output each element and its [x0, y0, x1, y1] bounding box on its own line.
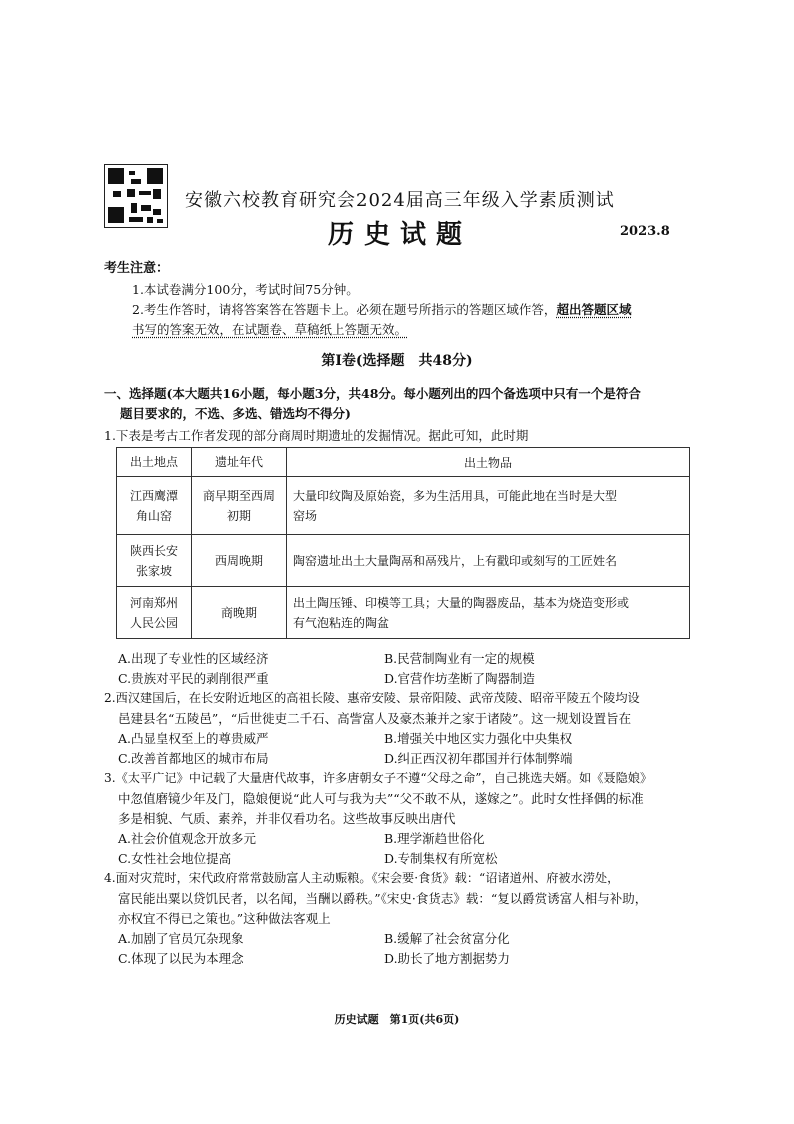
q4-option-d: D.助长了地方割据势力: [384, 951, 511, 966]
q3-option-a: A.社会价值观念开放多元: [118, 831, 257, 846]
notice-item-2-text: 2.考生作答时，请将答案答在答题卡上。必须在题号所指示的答题区域作答，: [132, 302, 557, 317]
notice-item-2-continued: [132, 320, 407, 339]
q2-option-b: B.增强关中地区实力强化中央集权: [384, 731, 573, 746]
table-cell-place: 河南郑州 人民公园: [117, 587, 192, 639]
q3-option-d: D.专制集权有所宽松: [384, 851, 498, 866]
q1-option-c: C.贵族对平民的剥削很严重: [118, 671, 269, 686]
table-cell-place: 陕西长安 张家坡: [117, 535, 192, 587]
table-row: [117, 535, 690, 587]
section-title: 第Ⅰ卷(选择题 共48分): [321, 353, 473, 369]
q4-stem-line-2: 富民能出粟以贷饥民者，以名闻，当酬以爵秩。”《宋史·食货志》载：“复以爵赏诱富人相与补助，: [118, 891, 648, 906]
table-cell-items: 出土陶压锤、印模等工具；大量的陶器废品，基本为烧造变形或 有气泡粘连的陶盆: [287, 587, 690, 639]
notice-item-2: [132, 300, 631, 319]
excavation-table: [116, 447, 690, 639]
qr-code: [104, 164, 168, 228]
table-header-row: [117, 448, 690, 477]
q3-stem-line-1: 3.《太平广记》中记载了大量唐代故事，许多唐朝女子不遵“父母之命”，自己挑选夫婿。如《聂隐娘》: [104, 771, 653, 785]
q4-option-a: A.加剧了官员冗杂现象: [118, 931, 244, 946]
q4-option-c: C.体现了以民为本理念: [118, 951, 244, 966]
table-header-place: 出土地点: [117, 448, 192, 477]
table-header-items: 出土物品: [287, 448, 690, 477]
section-instruction-1: 一、选择题(本大题共16小题，每小题3分，共48分。每小题列出的四个备选项中只有一个是符合: [104, 386, 641, 401]
table-cell-era: 西周晚期: [192, 535, 287, 587]
table-cell-items: 大量印纹陶及原始瓷，多为生活用具，可能此地在当时是大型 窑场: [287, 477, 690, 535]
notice-heading: 考生注意：: [104, 261, 170, 276]
q1-option-b: B.民营制陶业有一定的规模: [384, 651, 535, 666]
q1-option-d: D.官营作坊垄断了陶器制造: [384, 671, 536, 686]
table-cell-place: 江西鹰潭 角山窑: [117, 477, 192, 535]
q4-stem-line-3: 亦权宜不得已之策也。”这种做法客观上: [118, 911, 331, 926]
q3-option-c: C.女性社会地位提高: [118, 851, 232, 866]
table-cell-items: 陶窑遗址出土大量陶鬲和鬲残片，上有戳印或刻写的工匠姓名: [287, 535, 690, 587]
q1-stem: 1.下表是考古工作者发现的部分商周时期遗址的发掘情况。据此可知，此时期: [104, 428, 529, 443]
notice-item-1: 1.本试卷满分100分，考试时间75分钟。: [132, 282, 359, 297]
q4-option-b: B.缓解了社会贫富分化: [384, 931, 510, 946]
table-header-era: 遗址年代: [192, 448, 287, 477]
q4-stem-line-1: 4.面对灾荒时，宋代政府常常鼓励富人主动赈粮。《宋会要·食货》载：“诏诸道州、府被水涝处，: [104, 871, 620, 885]
table-cell-era: 商早期至西周 初期: [192, 477, 287, 535]
table-row: [117, 477, 690, 535]
q2-option-a: A.凸显皇权至上的尊贵威严: [118, 731, 269, 746]
q2-option-d: D.纠正西汉初年郡国并行体制弊端: [384, 751, 573, 766]
exam-date: 2023.8: [620, 224, 670, 239]
exam-title: 安徽六校教育研究会2024届高三年级入学素质测试: [185, 190, 615, 211]
notice-item-2-emphasis: 超出答题区域: [556, 302, 632, 317]
subject-title: 历史试题: [328, 220, 473, 250]
q3-option-b: B.理学渐趋世俗化: [384, 831, 485, 846]
q3-stem-line-3: 多是相貌、气质、素养，并非仅看功名。这些故事反映出唐代: [118, 811, 456, 826]
q2-stem-line-2: 邑建县名“五陵邑”，“后世徙吏二千石、高訾富人及豪杰兼并之家于诸陵”。这一规划设置旨在: [118, 711, 632, 726]
table-row: [117, 587, 690, 639]
table-cell-era: 商晚期: [192, 587, 287, 639]
section-instruction-2: 题目要求的，不选、多选、错选均不得分): [120, 406, 351, 421]
page-footer: 历史试题 第1页(共6页): [334, 1013, 460, 1026]
notice-item-2-emphasis-continued: 书写的答案无效，在试题卷、草稿纸上答题无效。: [132, 322, 408, 337]
q3-stem-line-2: 中忽值磨镜少年及门，隐娘便说“此人可与我为夫”“父不敢不从，遂嫁之”。此时女性择偶的标准: [118, 791, 644, 806]
q2-option-c: C.改善首都地区的城市布局: [118, 751, 269, 766]
q2-stem-line-1: 2.西汉建国后，在长安附近地区的高祖长陵、惠帝安陵、景帝阳陵、武帝茂陵、昭帝平陵五个陵均设: [104, 691, 640, 705]
q1-option-a: A.出现了专业性的区域经济: [118, 651, 269, 666]
